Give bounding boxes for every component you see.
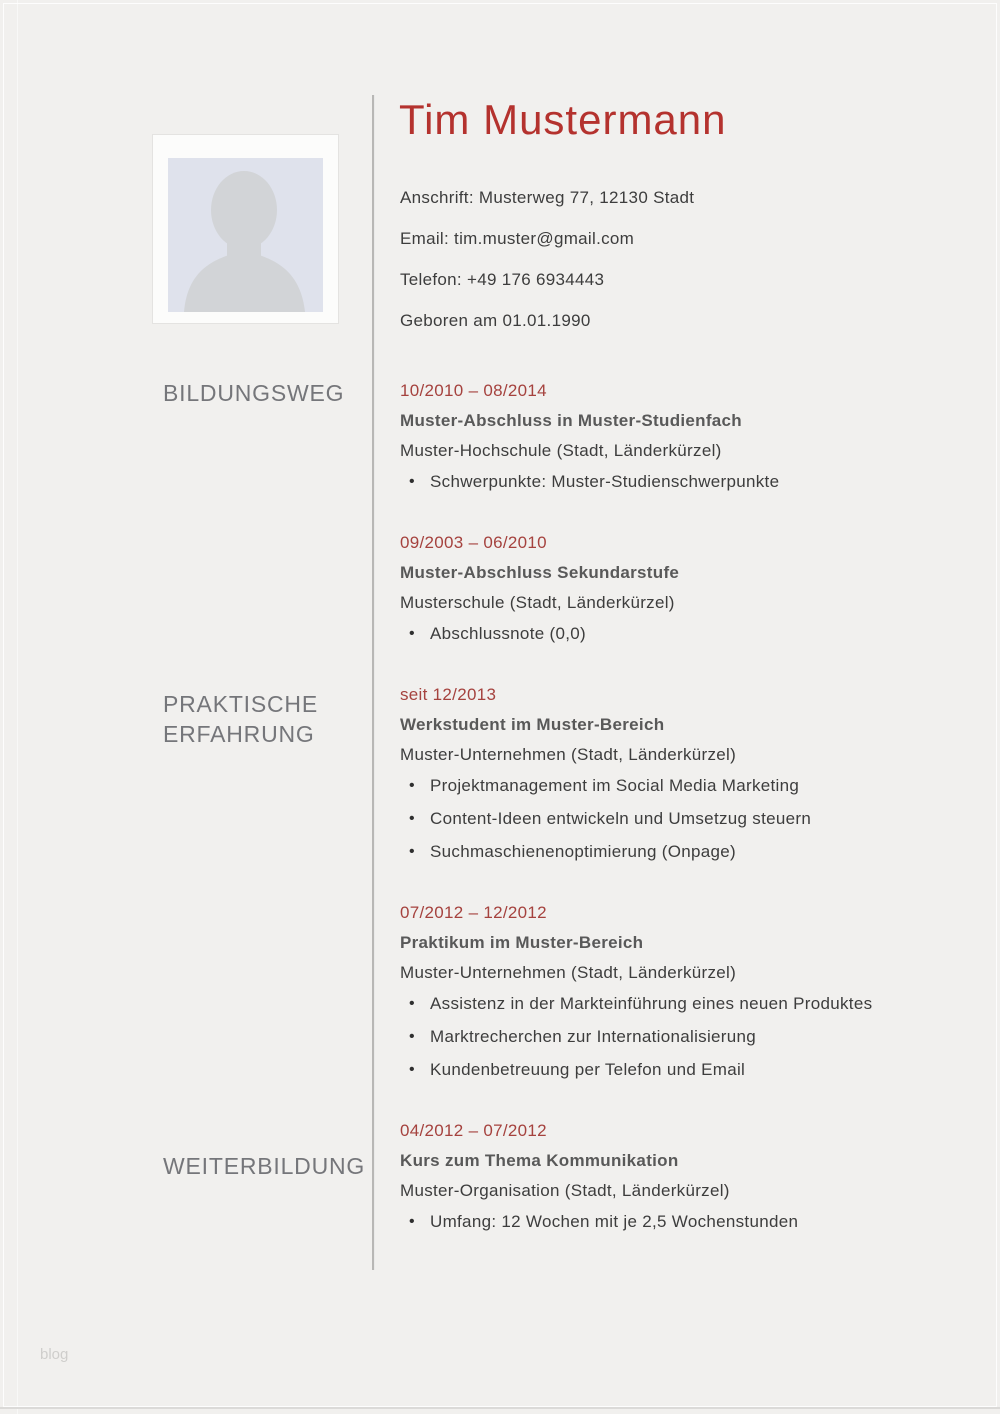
page-title: Tim Mustermann: [399, 96, 727, 143]
entries-column: [400, 381, 875, 1273]
bullet-text: • Umfang: 12 Wochen mit je 2,5 Wochenstunden: [430, 1212, 799, 1231]
bullet-item: [400, 471, 875, 492]
bullet-item: [400, 808, 875, 829]
entry-subtitle: Muster-Unternehmen (Stadt, Länderkürzel): [400, 745, 737, 764]
person-silhouette-icon: [168, 158, 323, 312]
vertical-divider: [372, 95, 375, 1270]
entry-subtitle: Muster-Organisation (Stadt, Länderkürzel): [400, 1181, 730, 1200]
entry-title: Muster-Abschluss Sekundarstufe: [400, 563, 680, 582]
entry-praktikum: [400, 903, 875, 1080]
entry-subtitle: Muster-Hochschule (Stadt, Länderkürzel): [400, 441, 722, 460]
bullet-text: • Assistenz in der Markteinführung eines neuen Produktes: [430, 994, 873, 1013]
entry-title: Praktikum im Muster-Bereich: [400, 933, 644, 952]
page-border-left-inner: [17, 0, 18, 1414]
contact-address: Anschrift: Musterweg 77, 12130 Stadt: [400, 188, 695, 207]
bullet-item: [400, 841, 875, 862]
entry-weiterbildung-kurs: [400, 1121, 875, 1232]
bullet-item: [400, 1026, 875, 1047]
contact-info: [400, 188, 880, 352]
entry-date: 04/2012 – 07/2012: [400, 1121, 547, 1140]
entry-bullets: [400, 993, 875, 1080]
bullet-text: • Projektmanagement im Social Media Marketing: [430, 776, 800, 795]
bullet-text: • Kundenbetreuung per Telefon und Email: [430, 1060, 746, 1079]
contact-birthdate: Geboren am 01.01.1990: [400, 311, 591, 330]
bullet-text: • Suchmaschienenoptimierung (Onpage): [430, 842, 736, 861]
entry-date: 09/2003 – 06/2010: [400, 533, 547, 552]
contact-email: Email: tim.muster@gmail.com: [400, 229, 635, 248]
bullet-item: [400, 993, 875, 1014]
section-heading-weiterbildung: WEITERBILDUNG: [163, 1153, 366, 1179]
entry-title: Muster-Abschluss in Muster-Studienfach: [400, 411, 742, 430]
entry-title: Kurs zum Thema Kommunikation: [400, 1151, 679, 1170]
bullet-item: [400, 1059, 875, 1080]
bullet-text: • Schwerpunkte: Muster-Studienschwerpunkte: [430, 472, 780, 491]
section-heading-praktische-erfahrung: PRAKTISCHE ERFAHRUNG: [163, 691, 318, 747]
entry-education-university: [400, 381, 875, 492]
entry-title: Werkstudent im Muster-Bereich: [400, 715, 665, 734]
bullet-item: [400, 623, 875, 644]
bullet-text: • Abschlussnote (0,0): [430, 624, 586, 643]
bullet-text: • Content-Ideen entwickeln und Umsetzug steuern: [430, 809, 812, 828]
entry-date: 07/2012 – 12/2012: [400, 903, 547, 922]
entry-date: 10/2010 – 08/2014: [400, 381, 547, 400]
entry-bullets: [400, 471, 875, 492]
entry-werkstudent: [400, 685, 875, 862]
entry-date: seit 12/2013: [400, 685, 497, 704]
bullet-item: [400, 1211, 875, 1232]
contact-phone: Telefon: +49 176 6934443: [400, 270, 605, 289]
section-heading-bildungsweg: BILDUNGSWEG: [163, 380, 345, 406]
page-border-bottom: [0, 1407, 1000, 1409]
entry-bullets: [400, 775, 875, 862]
bullet-text: • Marktrecherchen zur Internationalisierung: [430, 1027, 757, 1046]
entry-subtitle: Muster-Unternehmen (Stadt, Länderkürzel): [400, 963, 737, 982]
bullet-item: [400, 775, 875, 796]
watermark: blog: [40, 1346, 69, 1363]
entry-education-school: [400, 533, 875, 644]
profile-photo-frame: [152, 134, 339, 324]
entry-subtitle: Musterschule (Stadt, Länderkürzel): [400, 593, 675, 612]
entry-bullets: [400, 623, 875, 644]
entry-bullets: [400, 1211, 875, 1232]
